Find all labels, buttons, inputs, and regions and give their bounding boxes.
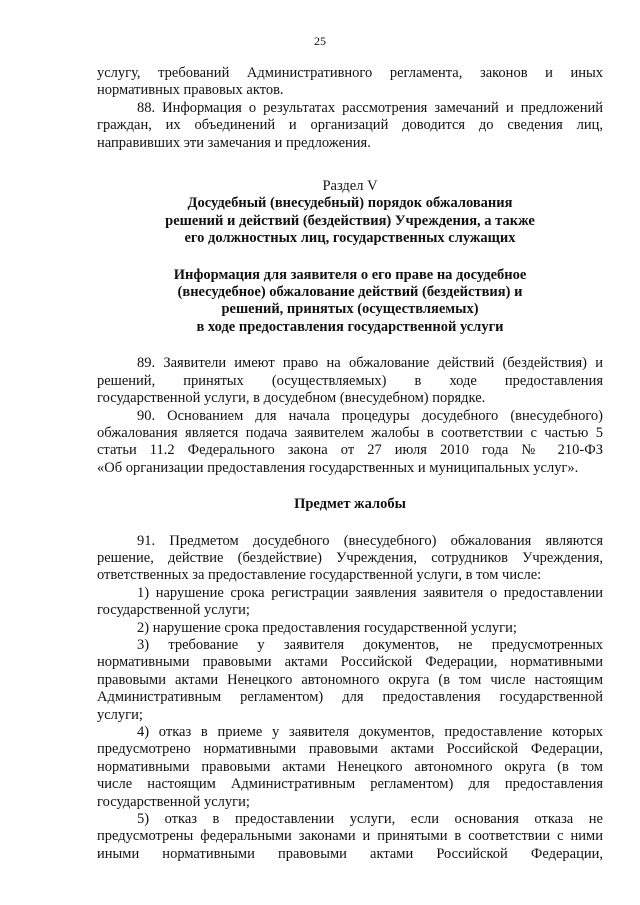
- list-item-2: [97, 620, 603, 637]
- text-line: обжалования является подача заявителем жалобы в соответствии с частью 5: [97, 424, 603, 441]
- text-line: нормативными правовыми актами Российской Федерации, нормативными: [97, 654, 603, 671]
- text-line: граждан, их объединений и организаций доводится до сведения лиц,: [97, 117, 603, 134]
- page-body: [97, 65, 603, 863]
- text-line: «Об организации предоставления государственных и муниципальных услуг».: [97, 459, 579, 476]
- text-line: правовыми актами Ненецкого автономного округа (в том числе настоящим: [97, 671, 603, 688]
- text-line: 3) требование у заявителя документов, не предусмотренных: [137, 636, 603, 653]
- text-line: предусмотрено нормативными правовыми актами Российской Федерации,: [97, 741, 603, 758]
- section-heading: [97, 178, 603, 248]
- intro-paragraph: [97, 65, 603, 100]
- text-line: статьи 11.2 Федерального закона от 27 июля 2010 года № 210-ФЗ: [97, 442, 603, 459]
- subheading-appeal-rights: [97, 267, 603, 337]
- list-item-1: [97, 585, 603, 620]
- paragraph-90: [97, 408, 603, 478]
- list-item-3: [97, 637, 603, 724]
- text-line: услугу, требований Административного регламента, законов и иных: [97, 65, 603, 81]
- section-title-line: решений и действий (бездействия) Учреждения, а также: [165, 212, 535, 229]
- text-line: 88. Информация о результатах рассмотрения замечаний и предложений: [137, 99, 603, 116]
- subheading-line: в ходе предоставления государственной услуги: [196, 318, 504, 335]
- text-line: государственной услуги, в досудебном (внесудебном) порядке.: [97, 390, 486, 407]
- text-line: 5) отказ в предоставлении услуги, если основания отказа не: [137, 811, 603, 828]
- paragraph-91: [97, 533, 603, 585]
- text-line: 1) нарушение срока регистрации заявления заявителя о предоставлении: [137, 584, 603, 601]
- text-line: иными нормативными правовыми актами Российской Федерации,: [97, 845, 603, 862]
- section-title-line: Досудебный (внесудебный) порядок обжалования: [187, 195, 513, 212]
- text-line: 91. Предметом досудебного (внесудебного) обжалования являются: [137, 532, 603, 549]
- paragraph-89: [97, 355, 603, 407]
- text-line: направивших эти замечания и предложения.: [97, 134, 371, 151]
- text-line: решений, принятых (осуществляемых) в ходе предоставления: [97, 372, 603, 389]
- text-line: государственной услуги;: [97, 602, 250, 619]
- text-line: 2) нарушение срока предоставления государственной услуги;: [137, 619, 517, 636]
- text-line: числе настоящим Административным регламентом) для предоставления: [97, 776, 603, 793]
- text-line: предусмотрены федеральными законами и принятыми в соответствии с ними: [97, 828, 603, 845]
- paragraph-88: [97, 100, 603, 152]
- text-line: государственной услуги;: [97, 793, 250, 810]
- section-label: Раздел V: [322, 178, 378, 195]
- list-item-5: [97, 811, 603, 863]
- subheading-line: Информация для заявителя о его праве на досудебное: [173, 266, 527, 283]
- text-line: нормативных правовых актов.: [97, 82, 284, 99]
- subject-heading: Предмет жалобы: [294, 496, 406, 513]
- list-item-4: [97, 724, 603, 811]
- text-line: Административным регламентом) для предоставления государственной: [97, 689, 603, 706]
- text-line: ответственных за предоставление государственной услуги, в том числе:: [97, 567, 542, 584]
- text-line: решение, действие (бездействие) Учреждения, сотрудников Учреждения,: [97, 549, 603, 566]
- text-line: нормативными правовыми актами Ненецкого автономного округа (в том: [97, 758, 603, 775]
- text-line: 89. Заявители имеют право на обжалование действий (бездействия) и: [137, 355, 603, 372]
- subheading-line: решений, принятых (осуществляемых): [221, 301, 479, 318]
- subheading-line: (внесудебное) обжалование действий (бездействия) и: [177, 284, 523, 301]
- section-title-line: его должностных лиц, государственных служащих: [184, 230, 516, 247]
- text-line: 90. Основанием для начала процедуры досудебного (внесудебного): [137, 407, 603, 424]
- page-number: 25: [314, 34, 326, 48]
- text-line: 4) отказ в приеме у заявителя документов, предоставление которых: [137, 724, 603, 740]
- text-line: услуги;: [97, 706, 143, 723]
